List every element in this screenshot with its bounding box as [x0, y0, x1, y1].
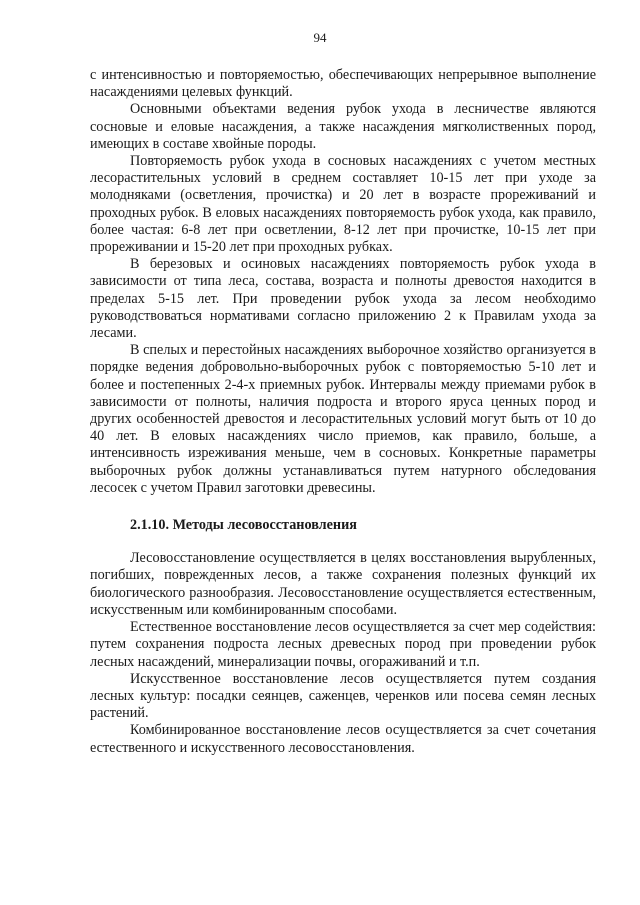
paragraph-reforestation-purpose: Лесовосстановление осуществляется в целях восстановления вырубленных, погибших, поврежденных лесов, а также сохранения полезных функций их биологического разнообразия. Лесовосстановление осуществляется естественным, искусственным или комбинированным способами. [90, 550, 596, 618]
paragraph-selective-management: В спелых и перестойных насаждениях выборочное хозяйство организуется в порядке ведения добровольно-выборочных рубок с повторяемостью 5-10 лет и более и постепенных 2-4-х приемных рубок. Интервалы между приемами рубок в зависимости от полноты, наличия подроста и второго яруса ценных пород и других особенностей древостоя и лесорастительных условий могут быть от 10 до 40 лет. В еловых насаждениях число приемов, как правило, больше, а интенсивность изреживания меньше, чем в сосновых. Конкретные параметры выборочных рубок должны устанавливаться путем натурного обследования лесосек с учетом Правил заготовки древесины. [90, 342, 596, 496]
paragraph-pine-spruce-frequency: Повторяемость рубок ухода в сосновых насаждениях с учетом местных лесорастительных условий в среднем составляет 10-15 лет при уходе за молодняками (осветления, прочистка) и 20 лет в возрасте прореживаний и проходных рубок. В еловых насаждениях повторяемость рубок ухода, как правило, более частая: 6-8 лет при осветлении, 8-12 лет при прочистке, 10-15 лет при прореживании и 15-20 лет при проходных рубках. [90, 153, 596, 256]
paragraph-artificial-restoration: Искусственное восстановление лесов осуществляется путем создания лесных культур: посадки сеянцев, саженцев, черенков или посева семян лесных растений. [90, 670, 596, 722]
section-heading: 2.1.10. Методы лесовосстановления [130, 517, 357, 534]
paragraph-natural-restoration: Естественное восстановление лесов осуществляется за счет мер содействия: путем сохранения подроста лесных древесных пород при проведении рубок лесных насаждений, минерализации почвы, огораживаний и т.п. [90, 619, 596, 670]
paragraph-birch-aspen-frequency: В березовых и осиновых насаждениях повторяемость рубок ухода в зависимости от типа леса, состава, возраста и полноты древостоя находится в пределах 5-15 лет. При проведении рубок ухода за лесом необходимо руководствоваться нормативами согласно приложению 2 к Правилам ухода за лесами. [90, 256, 596, 342]
paragraph-main-objects: Основными объектами ведения рубок ухода в лесничестве являются сосновые и еловые насаждения, а также насаждения мягколиственных пород, имеющих в составе хвойные породы. [90, 101, 596, 152]
paragraph-continued: с интенсивностью и повторяемостью, обеспечивающих непрерывное выполнение насаждениями целевых функций. [90, 67, 596, 101]
page-body [90, 67, 596, 757]
page-number: 94 [313, 30, 327, 45]
paragraph-combined-restoration: Комбинированное восстановление лесов осуществляется за счет сочетания естественного и искусственного лесовосстановления. [90, 722, 596, 756]
